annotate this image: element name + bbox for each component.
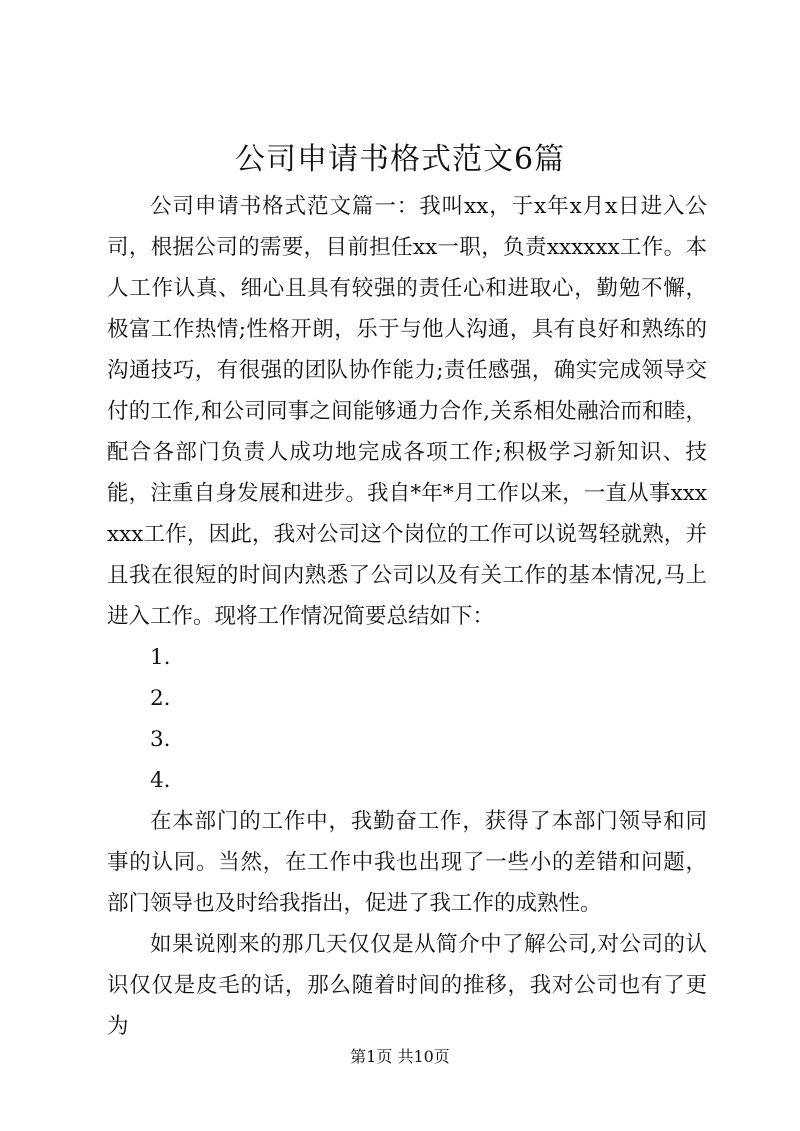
document-title: 公司申请书格式范文6篇	[234, 142, 566, 177]
list-item-1: 1.	[150, 645, 171, 670]
list-item-2: 2.	[150, 686, 171, 711]
paragraph-company: 如果说刚来的那几天仅仅是从简介中了解公司,对公司的认识仅仅是皮毛的话，那么随着时间的推移，我对公司也有了更为	[107, 932, 707, 1039]
document-body	[107, 186, 707, 1047]
list-item-3: 3.	[150, 727, 171, 752]
paragraph-intro: 公司申请书格式范文篇一：我叫xx，于x年x月x日进入公司，根据公司的需要，目前担任xx一职，负责xxxxxx工作。本人工作认真、细心且具有较强的责任心和进取心，勤勉不懈，极富工作热情;性格开朗，乐于与他人沟通，具有良好和熟练的沟通技巧，有很强的团队协作能力;责任感强，确实完成领导交付的工作,和公司同事之间能够通力合作,关系相处融洽而和睦，配合各部门负责人成功地完成各项工作;积极学习新知识、技能，注重自身发展和进步。我自*年*月工作以来，一直从事xxxxxx工作，因此，我对公司这个岗位的工作可以说驾轻就熟，并且我在很短的时间内熟悉了公司以及有关工作的基本情况,马上进入工作。现将工作情况简要总结如下：	[107, 194, 707, 629]
page-number-footer: 第1页 共10页	[350, 1047, 450, 1066]
paragraph-department: 在本部门的工作中，我勤奋工作，获得了本部门领导和同事的认同。当然，在工作中我也出现了一些小的差错和问题，部门领导也及时给我指出，促进了我工作的成熟性。	[107, 809, 707, 916]
list-item-4: 4.	[150, 768, 171, 793]
